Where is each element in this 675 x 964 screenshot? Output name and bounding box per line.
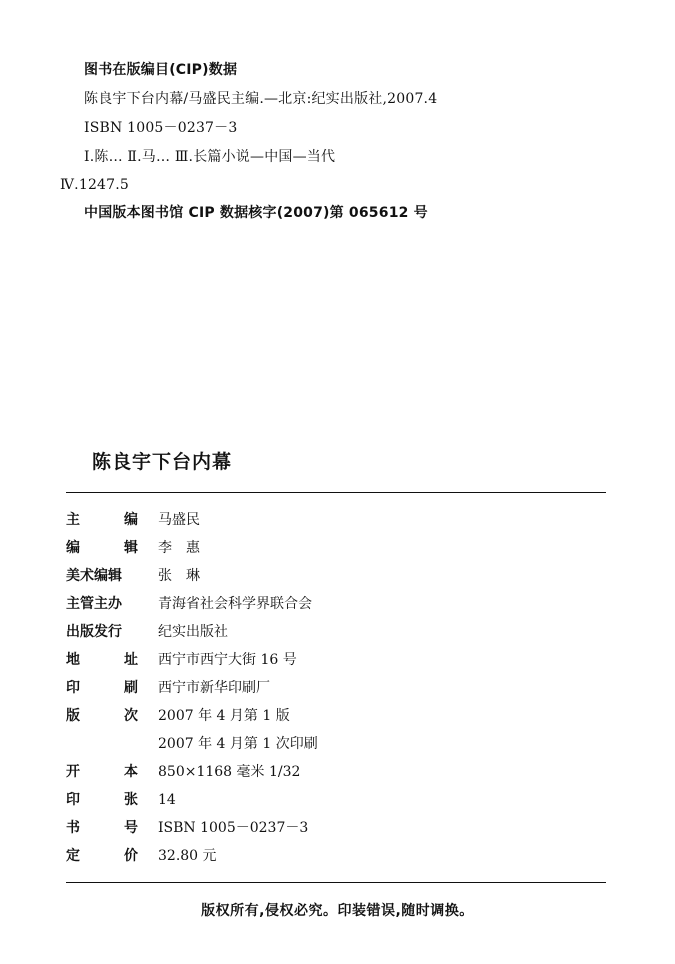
credit-label-part: 张: [124, 792, 138, 808]
credit-label-part: 印: [66, 680, 80, 696]
cip-classifications: Ⅰ.陈… Ⅱ.马… Ⅲ.长篇小说—中国—当代: [84, 149, 336, 165]
credit-label: [66, 539, 138, 557]
credit-label: [66, 763, 138, 781]
credit-label-part: 美术编辑: [66, 568, 122, 584]
cip-class-code: Ⅳ.1247.5: [60, 177, 130, 193]
credit-label: [66, 847, 138, 865]
credit-value: 2007 年 4 月第 1 次印刷: [158, 736, 318, 752]
credit-value: 14: [158, 792, 176, 808]
credit-label-part: 辑: [124, 540, 138, 556]
credit-value: 2007 年 4 月第 1 版: [158, 708, 290, 724]
credit-label-part: 印: [66, 792, 80, 808]
credit-label-part: 号: [124, 820, 138, 836]
credit-value: 西宁市新华印刷厂: [158, 680, 270, 696]
credit-label: [66, 707, 138, 725]
credit-label-part: 出版发行: [66, 624, 122, 640]
book-title: 陈良宇下台内幕: [92, 451, 233, 473]
credit-value: 马盛民: [158, 512, 200, 528]
credit-value: 32.80 元: [158, 848, 217, 864]
credit-label: [66, 623, 138, 641]
credit-value: 李 惠: [158, 540, 200, 556]
credit-label-part: 书: [66, 820, 80, 836]
credit-label: [66, 651, 138, 669]
credit-value: 张 琳: [158, 568, 200, 584]
credit-row: [66, 567, 586, 595]
credit-label: [66, 679, 138, 697]
credit-value: 西宁市西宁大街 16 号: [158, 652, 297, 668]
credit-row: [66, 651, 586, 679]
credit-row: [66, 623, 586, 651]
credit-row: [66, 791, 586, 819]
credits-list: [66, 511, 586, 875]
top-divider: [66, 492, 606, 493]
credit-row: [66, 707, 586, 735]
credit-row: [66, 679, 586, 707]
credit-label: [66, 791, 138, 809]
copyright-notice: 版权所有,侵权必究。印装错误,随时调换。: [201, 903, 474, 919]
credit-label: [66, 511, 138, 529]
credit-row: [66, 539, 586, 567]
credit-value: 纪实出版社: [158, 624, 228, 640]
cip-record-number: 中国版本图书馆 CIP 数据核字(2007)第 065612 号: [84, 205, 428, 221]
credit-row: [66, 735, 586, 763]
bottom-divider: [66, 882, 606, 883]
credit-row: [66, 511, 586, 539]
credit-label-part: 地: [66, 652, 80, 668]
credit-row: [66, 819, 586, 847]
credit-row: [66, 847, 586, 875]
credit-label-part: 址: [124, 652, 138, 668]
credit-label-part: 版: [66, 708, 80, 724]
credit-label: [66, 595, 138, 613]
credit-label-part: 价: [124, 848, 138, 864]
credit-label: [66, 819, 138, 837]
credit-label-part: 编: [124, 512, 138, 528]
credit-value: ISBN 1005－0237－3: [158, 820, 309, 836]
credit-row: [66, 763, 586, 791]
credit-label-part: 主管主办: [66, 596, 122, 612]
credit-label-part: 开: [66, 764, 80, 780]
credit-label-part: 本: [124, 764, 138, 780]
credit-label: [66, 567, 138, 585]
credit-value: 青海省社会科学界联合会: [158, 596, 312, 612]
cip-heading: 图书在版编目(CIP)数据: [84, 62, 238, 78]
credit-label-part: 刷: [124, 680, 138, 696]
credit-row: [66, 595, 586, 623]
cip-citation: 陈良宇下台内幕/马盛民主编.—北京:纪实出版社,2007.4: [84, 91, 438, 107]
cip-isbn: ISBN 1005－0237－3: [84, 120, 238, 136]
credit-value: 850×1168 毫米 1/32: [158, 764, 301, 780]
credit-label-part: 定: [66, 848, 80, 864]
credit-label-part: 次: [124, 708, 138, 724]
credit-label-part: 主: [66, 512, 80, 528]
credit-label-part: 编: [66, 540, 80, 556]
